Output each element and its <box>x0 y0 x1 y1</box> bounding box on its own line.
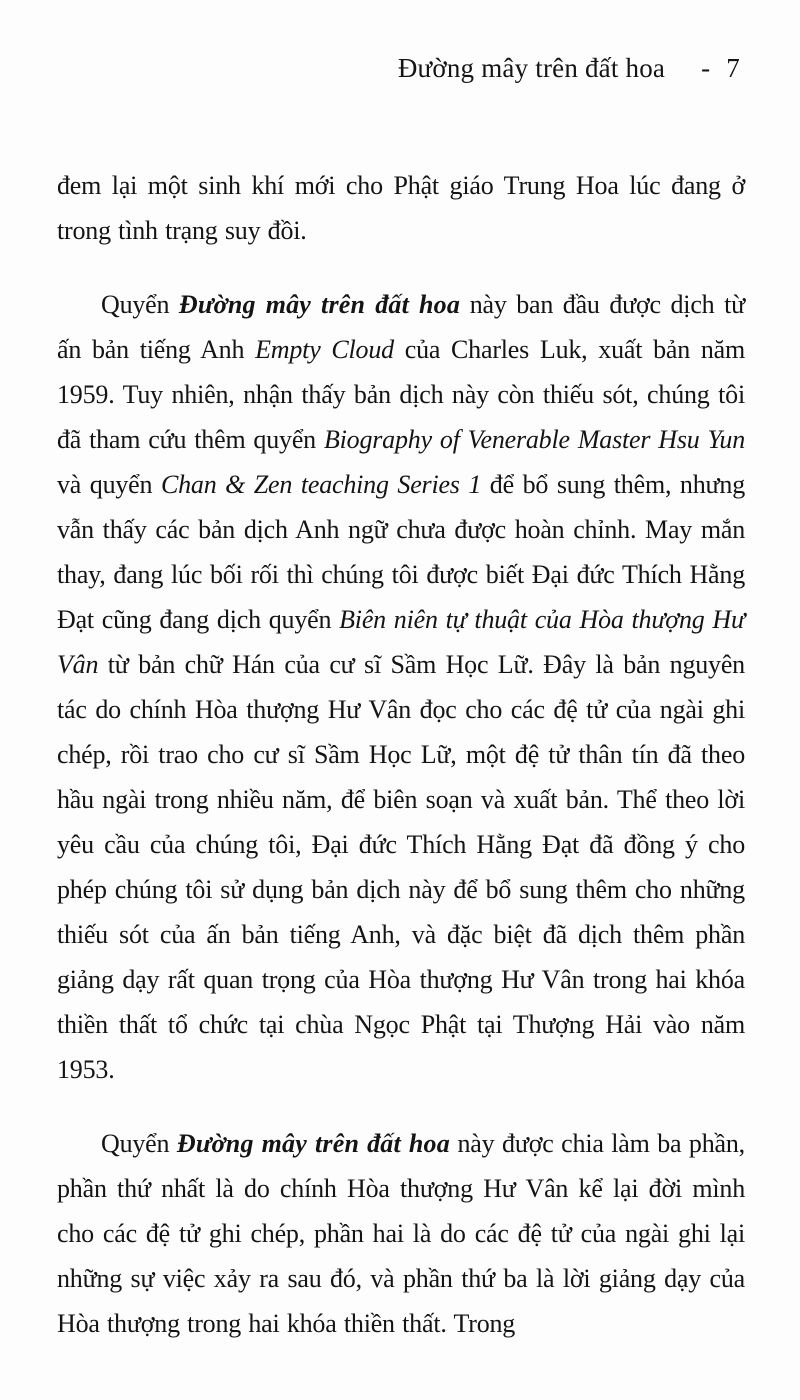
paragraph-text: Quyển <box>101 1129 177 1158</box>
running-head <box>398 52 740 84</box>
paragraph-text: và quyển <box>57 470 161 499</box>
paragraph-text: đem lại một sinh khí mới cho Phật giáo Trung Hoa lúc đang ở trong tình trạng suy đồi. <box>57 171 745 245</box>
cited-title-bien-nien-tu-thuat: Biên niên tự thuật của Hòa thượng Hư Vân <box>57 605 745 679</box>
paragraph-text: từ bản chữ Hán của cư sĩ Sầm Học Lữ. Đây là bản nguyên tác do chính Hòa thượng Hư Vân đọc cho các đệ tử của ngài ghi chép, rồi trao cho cư sĩ Sầm Học Lữ, một đệ tử thân tín đã theo hầu ngài trong nhiều năm, để biên soạn và xuất bản. Thể theo lời yêu cầu của chúng tôi, Đại đức Thích Hằng Đạt đã đồng ý cho phép chúng tôi sử dụng bản dịch này để bổ sung thêm cho những thiếu sót của ấn bản tiếng Anh, và đặc biệt đã dịch thêm phần giảng dạy rất quan trọng của Hòa thượng Hư Vân trong hai khóa thiền thất tổ chức tại chùa Ngọc Phật tại Thượng Hải vào năm 1953. <box>57 650 745 1084</box>
paragraph-translation-history <box>57 282 745 1092</box>
page-number: 7 <box>726 53 740 83</box>
running-head-dash: - <box>701 53 711 83</box>
paragraph-book-structure <box>57 1121 745 1346</box>
cited-title-empty-cloud: Empty Cloud <box>255 335 394 364</box>
running-head-title: Đường mây trên đất hoa <box>397 53 666 83</box>
paragraph-text: để bổ sung thêm, nhưng vẫn thấy các bản dịch Anh ngữ chưa được hoàn chỉnh. May mắn thay, đang lúc bối rối thì chúng tôi được biết Đại đức Thích Hằng Đạt cũng đang dịch quyển <box>57 470 745 634</box>
paragraph-text: này được chia làm ba phần, phần thứ nhất là do chính Hòa thượng Hư Vân kể lại đời mình cho các đệ tử ghi chép, phần hai là do các đệ tử của ngài ghi lại những sự việc xảy ra sau đó, và phần thứ ba là lời giảng dạy của Hòa thượng trong hai khóa thiền thất. Trong <box>57 1129 745 1338</box>
paragraph-text: này ban đầu được dịch từ ấn bản tiếng Anh <box>57 290 745 364</box>
paragraph-text: Quyển <box>101 290 179 319</box>
page-body <box>57 163 745 1375</box>
book-title-emphasis: Đường mây trên đất hoa <box>178 290 461 319</box>
cited-title-chan-zen-series: Chan & Zen teaching Series 1 <box>160 470 482 499</box>
paragraph-text: của Charles Luk, xuất bản năm 1959. Tuy nhiên, nhận thấy bản dịch này còn thiếu sót, chúng tôi đã tham cứu thêm quyển <box>57 335 746 454</box>
book-title-emphasis: Đường mây trên đất hoa <box>176 1129 450 1158</box>
paragraph-continuation <box>57 163 745 253</box>
cited-title-biography: Biography of Venerable Master Hsu Yun <box>323 425 745 454</box>
